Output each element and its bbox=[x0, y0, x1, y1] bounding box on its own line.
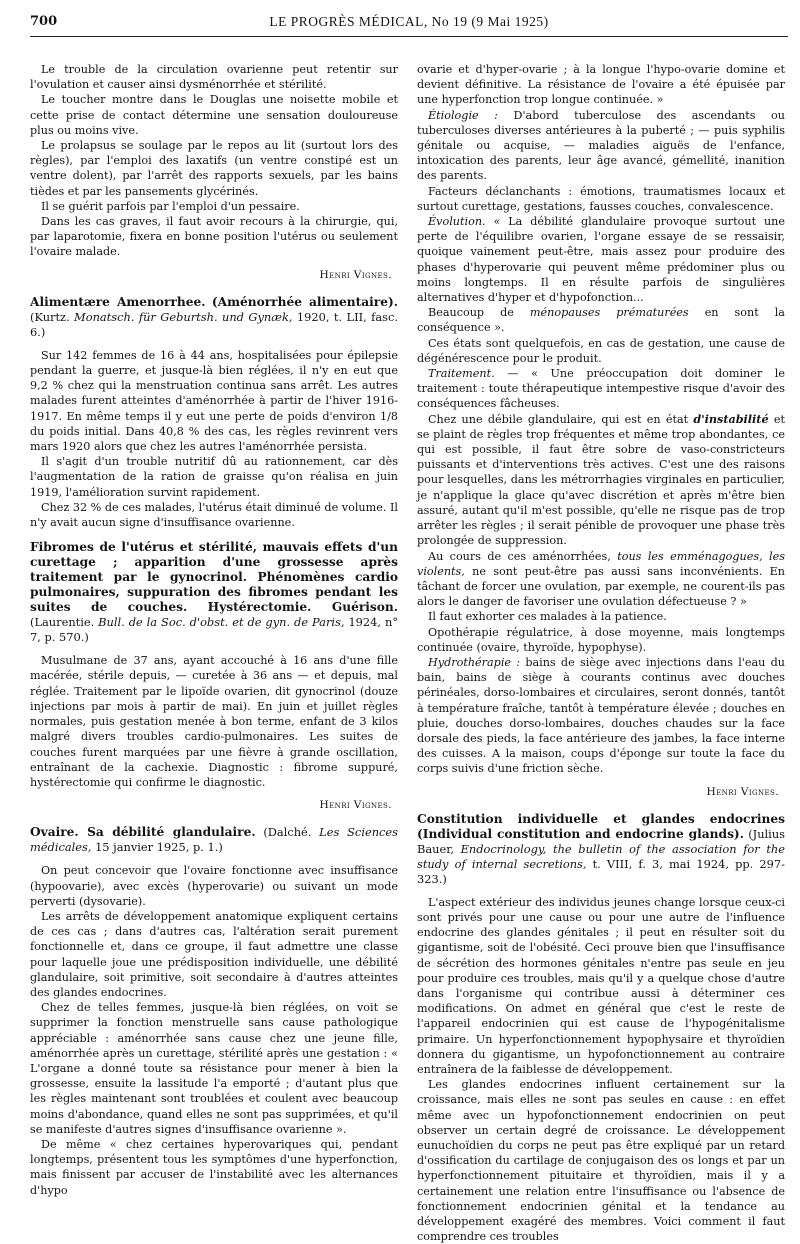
article-heading bbox=[417, 812, 785, 887]
body-paragraph: Sur 142 femmes de 16 à 44 ans, hospitalisées pour épilepsie pendant la guerre, et jusque-là bien réglées, il n'y en eut que 9,2 % chez qui la menstruation continua sans arrêt. Les autres malades furent atteintes d'aménorrhée à partir de l'hiver 1916-1917. En même temps il y eut une perte de poids d'environ 1/8 du poids initial. Dans 40,8 % des cas, les règles revinrent vers mars 1920 alors que chez les autres l'aménorrhée persista. bbox=[30, 348, 398, 454]
body-paragraph: Les glandes endocrines influent certainement sur la croissance, mais elles ne sont pas seules en cause : en effet même avec un hypofonctionnement endocrinien on peut observer un certain degré de croissance. Le développement eunuchoïdien du corps ne peut pas être expliqué par un retard d'ossification du cartilage de conjugaison des os longs et par un hyperfonctionnement pituitaire et thyroïdien, mais il y a certainement une relation entre l'insuffisance ou l'absence de fonctionnement endocrinien génital et la tendance au développement exagéré des membres. Voici comment il faut comprendre ces troubles bbox=[417, 1078, 785, 1244]
article-citation: 15 janvier 1925, p. 1.) bbox=[95, 840, 223, 855]
body-paragraph: Facteurs déclanchants : émotions, traumatismes locaux et surtout curettage, gestations, fausses couches, convalescence. bbox=[417, 184, 785, 213]
running-title: LE PROGRÈS MÉDICAL, No 19 (9 Mai 1925) bbox=[269, 14, 549, 29]
body-paragraph: Ces états sont quelquefois, en cas de gestation, une cause de dégénérescence pour le produit. bbox=[417, 336, 785, 365]
emmenagogues-text-end: ne sont peut-être pas aussi sans inconvénients. En tâchant de forcer une ovulation, par exemple, ne courent-ils pas alors le danger de favoriser une ovulation défectueuse ? » bbox=[417, 564, 785, 609]
article-citation: 1920, t. LII, fasc. 6.) bbox=[30, 309, 398, 339]
instabilite-paragraph bbox=[417, 412, 785, 549]
article-journal: Monatsch. für Geburtsh. und Gynæk, bbox=[74, 309, 293, 324]
article-author: (Laurentie. bbox=[30, 615, 95, 630]
body-paragraph: Chez de telles femmes, jusque-là bien réglées, on voit se supprimer la fonction menstruelle sans cause pathologique appréciable : aménorrhée sans cause chez une jeune fille, aménorrhée après un curettage, stérilité après une gestation : « L'organe a donné toute sa résistance pour mener à bien la grossesse, ensuite la lassitude l'a emporté ; d'autant plus que les règles maintenant sont troublées et coulent avec beaucoup moins d'abondance, quand elles ne sont pas supprimées, et qu'il se manifeste d'autres signes d'insuffisance ovarienne ». bbox=[30, 1001, 398, 1136]
etiologie-label: Étiologie : bbox=[428, 108, 498, 122]
article-journal: Les Sciences médicales, bbox=[30, 825, 398, 855]
hydrotherapie-label: Hydrothérapie : bbox=[428, 655, 521, 669]
article-heading bbox=[30, 295, 398, 340]
page-header bbox=[30, 14, 788, 37]
article-title-translation: (Aménorrhée alimentaire). bbox=[211, 294, 398, 309]
menopauses-text: Beaucoup de bbox=[428, 306, 514, 320]
emmenagogues-emphasis: tous les emménagogues, les violents, bbox=[417, 549, 785, 578]
evolution-label: Évolution. bbox=[428, 215, 486, 229]
article-citation: t. VIII, f. 3, mai 1924, pp. 297-323.) bbox=[417, 856, 786, 886]
article-heading bbox=[30, 825, 398, 855]
article-journal: Bull. de la Soc. d'obst. et de gyn. de Paris, bbox=[98, 615, 345, 630]
article-heading bbox=[30, 540, 398, 645]
author-signature: Henri Vignes. bbox=[706, 785, 779, 798]
traitement-paragraph bbox=[417, 366, 785, 412]
traitement-text: — « Une préoccupation doit dominer le traitement : toute thérapeutique intempestive risque d'avoir des conséquences fâcheuses. bbox=[417, 367, 786, 411]
article-title: Constitution individuelle et glandes endocrines (Individual constitution and endocrine glands). bbox=[417, 811, 785, 841]
instabilite-text: Chez une débile glandulaire, qui est en état bbox=[428, 412, 689, 426]
body-paragraph: L'aspect extérieur des individus jeunes change lorsque ceux-ci sont privés pour une cause ou pour une autre de l'influence endocrine des glandes génitales ; il peut en résulter soit du gigantisme, soit de l'obésité. Ceci prouve bien que l'insuffisance de sécrétion des hormones génitales n'entre pas seule en jeu pour produire ces troubles, mais qu'il y a quelque chose d'autre dans l'organisme qui contribue aussi à déterminer ces modifications. On admet en général que c'est le reste de l'appareil endocrinien qui est cause de l'hypogénitalisme primaire. Un hyperfonctionnement hypophysaire et thyroïdien donnera du gigantisme, un hypofonctionnement au contraire entraînera de la faiblesse de développement. bbox=[417, 895, 785, 1076]
body-paragraph: De même « chez certaines hyperovariques qui, pendant longtemps, présentent tous les symptômes d'une hyperfonction, mais finissent par accuser de l'instabilité avec les alternances d'hypo bbox=[30, 1137, 398, 1197]
body-paragraph: ovarie et d'hyper-ovarie ; à la longue l'hypo-ovarie domine et devient définitive. La résistance de l'ovaire a été épuisée par une hyperfonction trop longue continuée. » bbox=[417, 63, 785, 107]
body-paragraph: Le trouble de la circulation ovarienne peut retentir sur l'ovulation et causer ainsi dysménorrhée et stérilité. bbox=[30, 63, 398, 92]
body-paragraph: Le prolapsus se soulage par le repos au lit (surtout lors des règles), par l'emploi des laxatifs (un ventre constipé est un ventre dolent), par l'arrêt des rapports sexuels, par les bains tièdes et par les pansements glycérinés. bbox=[30, 139, 398, 198]
hydrotherapie-text: bains de siège avec injections dans l'eau du bain, bains de siège à courants continus avec douches périnéales, dorso-lombaires et circulaires, seront donnés, tantôt à température fraîche, tantôt à température élevée ; douches en pluie, douches dorso-lombaires, douches chaudes sur la face dorsale des pieds, la face antérieure des jambes, la face interne des cuisses. A la maison, coups d'éponge sur toute la face du corps suivis d'une friction sèche. bbox=[417, 655, 785, 776]
evolution-text: « La débilité glandulaire provoque surtout une perte de l'équilibre ovarien, l'organe essaye de se ressaisir, quoique vainement peut-être, mais assez pour produire des phases d'hyperovarie qui peuvent même prédominer plus ou moins longtemps. Il en résulte parfois de singulières alternatives d'hyper et d'hypofonction... bbox=[417, 215, 785, 305]
etiologie-text: D'abord tuberculose des ascendants ou tuberculoses diverses antérieures à la puberté ; — puis syphilis génitale ou acquise, — maladies aiguës de l'enfance, intoxication des parents, leur âge avancé, gémellité, inanition des parents. bbox=[417, 108, 785, 183]
instabilite-text-end: et se plaint de règles trop fréquentes et même trop abondantes, ce qui est possible, il faut être sobre de vaso-constricteurs puissants et d'interventions très actives. C'est une des raisons pour lesquelles, dans les métrorrhagies virginales en particulier, je n'applique la glace qu'avec discrétion et après m'être bien assuré, autant qu'il m'est possible, qu'elle ne risque pas de trop arrêter les règles ; il serait pénible de provoquer une phase très prolongée de suppression. bbox=[417, 412, 785, 548]
article-citation: 1924, n° 7, p. 570.) bbox=[30, 615, 399, 645]
instabilite-emphasis: d'instabilité bbox=[693, 411, 769, 426]
article-journal: Endocrinology, the bulletin of the association for the study of internal secretions, bbox=[417, 841, 785, 871]
hydrotherapie-paragraph bbox=[417, 655, 785, 777]
body-paragraph: Chez 32 % de ces malades, l'utérus était diminué de volume. Il n'y avait aucun signe d'insuffisance ovarienne. bbox=[30, 500, 398, 530]
page-number: 700 bbox=[30, 14, 58, 29]
body-paragraph: Musulmane de 37 ans, ayant accouché à 16 ans d'une fille macérée, stérile depuis, — curetée à 36 ans — et depuis, mal réglée. Traitement par le lipoïde ovarien, dit gynocrinol (douze injections par mois à partir de mai). En juin et juillet règles normales, puis gestation menée à bon terme, enfant de 3 kilos malgré divers troubles cardio-pulmonaires. Les suites de couches furent marquées par une fièvre à grande oscillation, entraînant de la cachexie. Diagnostic : fibrome suppuré, hystérectomie qui confirme le diagnostic. bbox=[30, 654, 398, 789]
etiologie-paragraph bbox=[417, 108, 785, 184]
author-signature: Henri Vignes. bbox=[319, 799, 392, 812]
menopauses-emphasis: ménopauses prématurées bbox=[529, 306, 689, 320]
body-paragraph: Opothérapie régulatrice, à dose moyenne, mais longtemps continuée (ovaire, thyroïde, hypophyse). bbox=[417, 625, 785, 654]
article-author: (Kurtz. bbox=[30, 309, 70, 324]
body-paragraph: On peut concevoir que l'ovaire fonctionne avec insuffisance (hypoovarie), avec excès (hyperovarie) ou suivant un mode perverti (dysovarie). bbox=[30, 864, 398, 908]
body-paragraph: Il se guérit parfois par l'emploi d'un pessaire. bbox=[41, 199, 300, 213]
right-column bbox=[417, 62, 785, 1244]
emmenagogues-paragraph bbox=[417, 549, 785, 610]
emmenagogues-text: Au cours de ces aménorrhées, bbox=[428, 549, 611, 563]
menopauses-paragraph bbox=[417, 305, 785, 335]
menopauses-text-end: en sont la conséquence ». bbox=[417, 306, 785, 335]
body-paragraph: Le toucher montre dans le Douglas une noisette mobile et cette prise de contact détermine une sensation douloureuse plus ou moins vive. bbox=[30, 93, 398, 137]
article-author: (Julius Bauer, bbox=[417, 826, 786, 856]
article-title: Alimentære Amenorrhee. bbox=[30, 294, 206, 309]
author-signature: Henri Vignes. bbox=[319, 268, 392, 281]
evolution-paragraph bbox=[417, 214, 785, 305]
body-paragraph: Il s'agit d'un trouble nutritif dû au rationnement, car dès l'augmentation de la ration de graisse qu'on réalisa en juin 1919, l'amélioration survint rapidement. bbox=[30, 455, 398, 499]
article-title: Ovaire. Sa débilité glandulaire. bbox=[30, 825, 256, 840]
body-paragraph: Dans les cas graves, il faut avoir recours à la chirurgie, qui, par laparotomie, fixera en bonne position l'utérus ou seulement l'ovaire malade. bbox=[30, 215, 398, 259]
body-paragraph: Les arrêts de développement anatomique expliquent certains de ces cas ; dans d'autres cas, l'altération serait purement fonctionnelle et, dans ce groupe, il faut admettre une classe pour laquelle joue une prédisposition individuelle, une débilité glandulaire, soit primitive, soit secondaire à d'autres atteintes des glandes endocrines. bbox=[30, 909, 398, 999]
article-title: Fibromes de l'utérus et stérilité, mauvais effets d'un curettage ; apparition d'une grossesse après traitement par le gynocrinol. Phénomènes cardio pulmonaires, suppuration des fibromes pendant les suites de couches. Hystérectomie. Guérison. bbox=[30, 540, 398, 615]
left-column bbox=[30, 62, 398, 1198]
traitement-label: Traitement. bbox=[428, 367, 495, 381]
body-paragraph: Il faut exhorter ces malades à la patience. bbox=[428, 610, 667, 624]
article-author: (Dalché. bbox=[263, 825, 312, 840]
